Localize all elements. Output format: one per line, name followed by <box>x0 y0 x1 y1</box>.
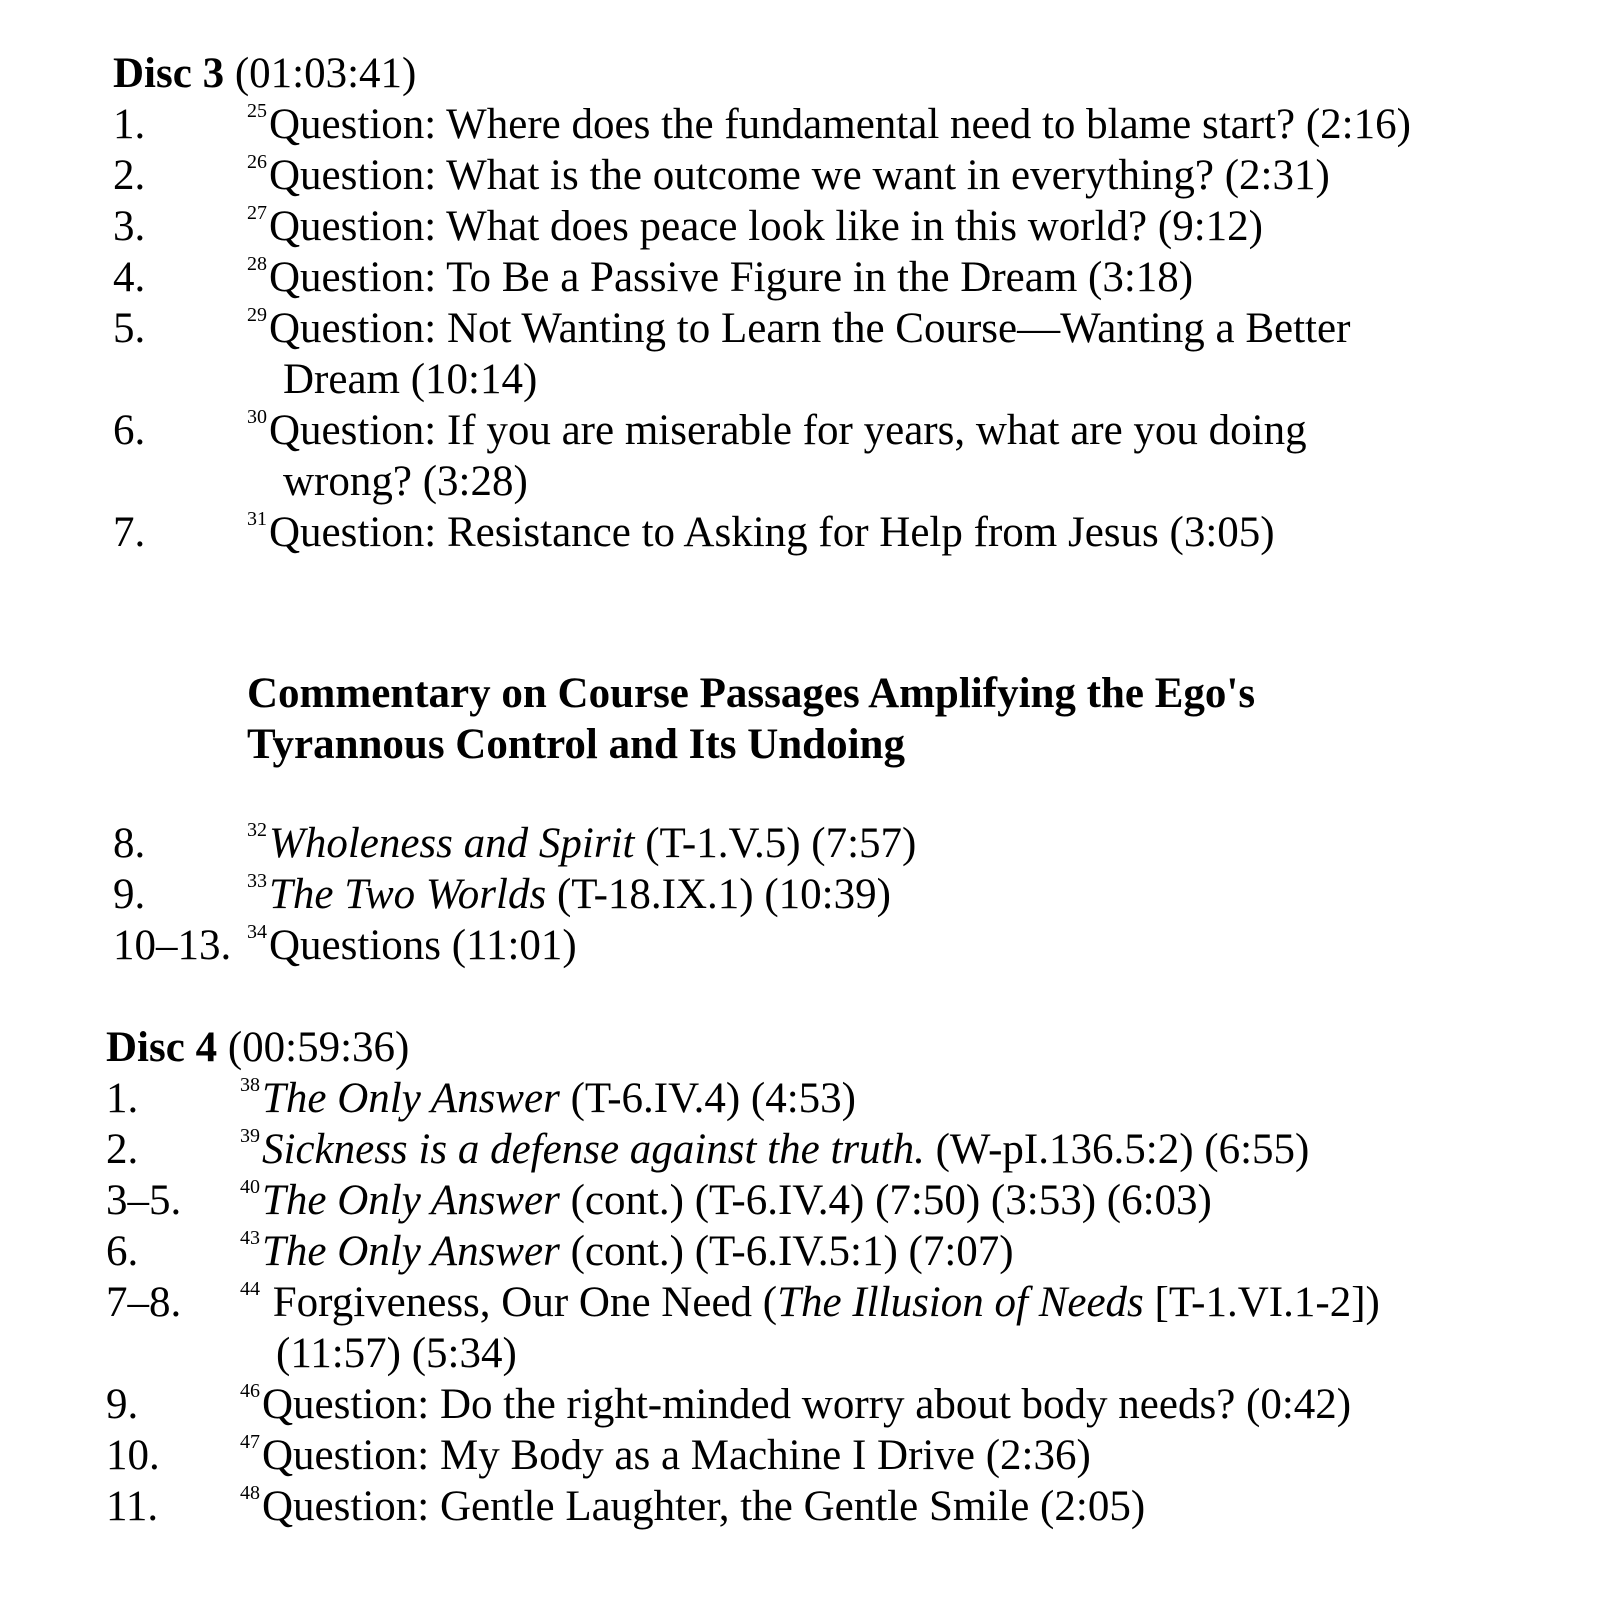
track-number: 8. <box>113 820 146 867</box>
track-title: Question: What does peace look like in this world? (9:12) <box>269 203 1263 250</box>
disc3-section <box>113 48 1600 558</box>
list-item <box>113 303 1600 405</box>
track-number: 1. <box>106 1075 139 1122</box>
disc4-duration: (00:59:36) <box>227 1024 410 1071</box>
list-item <box>106 1430 1600 1481</box>
list-item <box>113 99 1600 150</box>
track-number: 6. <box>113 407 146 454</box>
list-item <box>113 252 1600 303</box>
track-number: 11. <box>106 1483 159 1530</box>
footnote-marker: 33 <box>247 870 267 892</box>
passage-title: The Two Worlds <box>269 871 547 918</box>
passage-reference: (cont.) (T-6.IV.5:1) (7:07) <box>559 1228 1014 1275</box>
track-number: 4. <box>113 254 146 301</box>
section-title-line2: Tyrannous Control and Its Undoing <box>247 721 905 768</box>
passage-prefix: Forgiveness, Our One Need ( <box>262 1279 778 1326</box>
passage-reference: (T-6.IV.4) (4:53) <box>559 1075 857 1122</box>
passage-reference: [T-1.VI.1-2]) <box>1143 1279 1380 1326</box>
list-item <box>106 1277 1600 1379</box>
list-item <box>106 1124 1600 1175</box>
list-item <box>113 920 1600 971</box>
track-number: 1. <box>113 101 146 148</box>
passage-reference: Questions (11:01) <box>269 922 577 969</box>
disc3-duration: (01:03:41) <box>234 50 417 97</box>
section-title-line1: Commentary on Course Passages Amplifying the Ego's <box>247 670 1256 717</box>
list-item <box>113 405 1600 507</box>
footnote-marker: 31 <box>247 508 267 530</box>
footnote-marker: 47 <box>240 1431 260 1453</box>
list-item <box>113 869 1600 920</box>
list-item <box>106 1226 1600 1277</box>
track-title: Question: Where does the fundamental need to blame start? (2:16) <box>269 101 1411 148</box>
section-title <box>247 668 1447 770</box>
footnote-marker: 29 <box>247 304 267 326</box>
passage-title: The Illusion of Needs <box>777 1279 1144 1326</box>
footnote-marker: 32 <box>247 819 267 841</box>
track-title: Question: Not Wanting to Learn the Course—Wanting a Better <box>269 305 1351 352</box>
list-item <box>113 507 1600 558</box>
track-title: Question: To Be a Passive Figure in the Dream (3:18) <box>269 254 1194 301</box>
track-number: 3–5. <box>106 1177 182 1224</box>
track-number: 2. <box>106 1126 139 1173</box>
track-number: 7–8. <box>106 1279 182 1326</box>
passage-title: The Only Answer <box>262 1075 560 1122</box>
footnote-marker: 40 <box>240 1176 260 1198</box>
track-title-continued: wrong? (3:28) <box>283 458 528 505</box>
track-title: Question: What is the outcome we want in everything? (2:31) <box>269 152 1330 199</box>
footnote-marker: 25 <box>247 100 267 122</box>
track-title: Question: Gentle Laughter, the Gentle Smile (2:05) <box>262 1483 1146 1530</box>
track-number: 9. <box>113 871 146 918</box>
footnote-marker: 30 <box>247 406 267 428</box>
track-number: 7. <box>113 509 146 556</box>
list-item <box>113 150 1600 201</box>
list-item <box>106 1379 1600 1430</box>
passage-reference: (T-1.V.5) (7:57) <box>634 820 917 867</box>
passage-title: Wholeness and Spirit <box>269 820 635 867</box>
footnote-marker: 34 <box>247 921 267 943</box>
footnote-marker: 48 <box>240 1482 260 1504</box>
passage-reference: (T-18.IX.1) (10:39) <box>546 871 891 918</box>
track-title: Question: If you are miserable for years, what are you doing <box>269 407 1307 454</box>
footnote-marker: 44 <box>240 1278 260 1300</box>
track-title: Question: Resistance to Asking for Help from Jesus (3:05) <box>269 509 1275 556</box>
list-item <box>113 818 1600 869</box>
list-item <box>106 1073 1600 1124</box>
disc4-section <box>106 1022 1600 1532</box>
disc3-heading <box>113 48 1600 99</box>
track-number: 3. <box>113 203 146 250</box>
list-item <box>113 201 1600 252</box>
footnote-marker: 39 <box>240 1125 260 1147</box>
footnote-marker: 38 <box>240 1074 260 1096</box>
footnote-marker: 27 <box>247 202 267 224</box>
passage-title: The Only Answer <box>262 1228 560 1275</box>
disc4-heading <box>106 1022 1600 1073</box>
track-number: 5. <box>113 305 146 352</box>
footnote-marker: 26 <box>247 151 267 173</box>
disc3-label: Disc 3 <box>113 50 225 97</box>
footnote-marker: 28 <box>247 253 267 275</box>
footnote-marker: 46 <box>240 1380 260 1402</box>
passage-reference: (cont.) (T-6.IV.4) (7:50) (3:53) (6:03) <box>559 1177 1212 1224</box>
commentary-list <box>113 818 1600 971</box>
track-number: 10–13. <box>113 922 232 969</box>
track-number: 10. <box>106 1432 160 1479</box>
list-item <box>106 1481 1600 1532</box>
track-number: 9. <box>106 1381 139 1428</box>
track-number: 6. <box>106 1228 139 1275</box>
track-title-continued: Dream (10:14) <box>283 356 538 403</box>
disc4-label: Disc 4 <box>106 1024 218 1071</box>
track-title: Question: Do the right-minded worry about body needs? (0:42) <box>262 1381 1352 1428</box>
list-item <box>106 1175 1600 1226</box>
track-number: 2. <box>113 152 146 199</box>
passage-title: The Only Answer <box>262 1177 560 1224</box>
footnote-marker: 43 <box>240 1227 260 1249</box>
passage-continued: (11:57) (5:34) <box>276 1330 517 1377</box>
passage-reference: (W-pI.136.5:2) (6:55) <box>924 1126 1310 1173</box>
passage-title: Sickness is a defense against the truth. <box>262 1126 925 1173</box>
track-title: Question: My Body as a Machine I Drive (2:36) <box>262 1432 1091 1479</box>
